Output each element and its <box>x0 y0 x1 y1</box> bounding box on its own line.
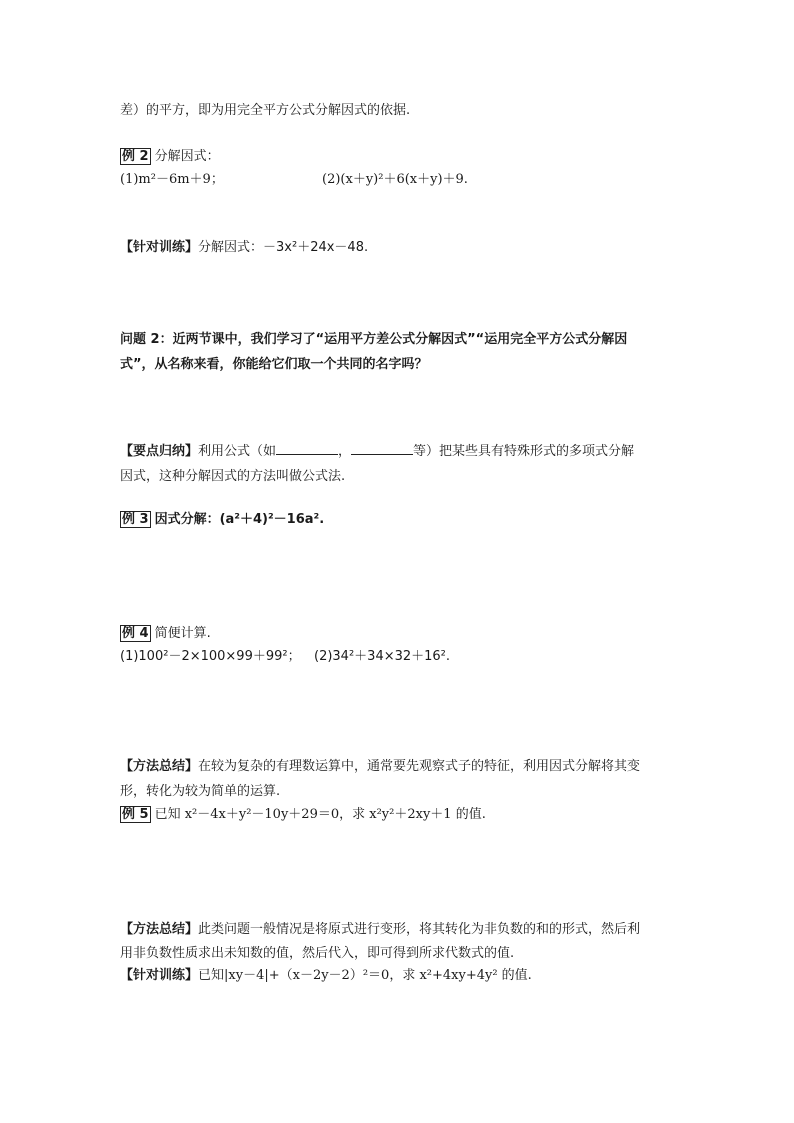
training-2 <box>120 964 532 983</box>
example-2-heading <box>120 145 220 164</box>
summary-1-pre: 利用公式（如 <box>198 444 277 459</box>
example-5-label: 例 5 <box>122 807 149 822</box>
training-1-text: 分解因式：－3x²＋24x－48. <box>198 240 369 255</box>
method-2-line-1 <box>120 918 640 937</box>
method-1-line-1-text: 在较为复杂的有理数运算中，通常要先观察式子的特征，利用因式分解将其变 <box>198 759 641 774</box>
example-4-item-1: (1)100²－2×100×99＋99²； <box>120 649 301 664</box>
question-2-line-2: 式”，从名称来看，你能给它们取一个共同的名字吗？ <box>120 357 428 372</box>
example-2-item-1: (1)m²－6m＋9； <box>120 172 224 187</box>
example-3-text: 因式分解：(a²＋4)²－16a². <box>154 512 325 527</box>
example-5-text: 已知 x²－4x＋y²－10y＋29＝0，求 x²y²＋2xy＋1 的值. <box>154 807 486 822</box>
training-2-tag: 【针对训练】 <box>120 968 199 983</box>
fill-in-blank-1[interactable] <box>276 442 338 455</box>
paragraph-continuation: 差）的平方，即为用完全平方公式分解因式的依据. <box>120 103 411 118</box>
method-1-tag: 【方法总结】 <box>120 759 199 774</box>
example-4-label: 例 4 <box>122 626 149 641</box>
example-3-label: 例 3 <box>122 512 149 527</box>
training-1 <box>120 236 368 255</box>
example-4-heading <box>120 622 211 641</box>
summary-1-tag: 【要点归纳】 <box>120 444 199 459</box>
method-1-line-1 <box>120 755 640 774</box>
method-2-line-2: 用非负数性质求出未知数的值，然后代入，即可得到所求代数式的值. <box>120 946 515 961</box>
example-3 <box>120 508 324 527</box>
summary-1-post: 等）把某些具有特殊形式的多项式分解 <box>413 444 635 459</box>
method-1-line-2: 形，转化为较为简单的运算. <box>120 784 281 799</box>
question-2-line-1: 问题 2：近两节课中，我们学习了“运用平方差公式分解因式”“运用完全平方公式分解因 <box>120 332 628 347</box>
example-2-text: 分解因式： <box>154 149 220 164</box>
training-1-tag: 【针对训练】 <box>120 240 199 255</box>
method-2-tag: 【方法总结】 <box>120 922 199 937</box>
summary-1-line-2: 因式，这种分解因式的方法叫做公式法. <box>120 469 346 484</box>
summary-1-line-1 <box>120 440 634 459</box>
example-4-text: 简便计算. <box>154 626 211 641</box>
summary-1-comma: ， <box>338 444 352 459</box>
example-2-item-2: (2)(x＋y)²＋6(x＋y)＋9. <box>322 172 468 187</box>
example-5 <box>120 803 486 822</box>
training-2-text: 已知|xy－4|+（x－2y－2）²＝0，求 x²+4xy+4y² 的值. <box>198 968 532 983</box>
fill-in-blank-2[interactable] <box>351 442 413 455</box>
example-2-label: 例 2 <box>122 149 149 164</box>
example-4-item-2: (2)34²＋34×32＋16². <box>314 649 451 664</box>
method-2-line-1-text: 此类问题一般情况是将原式进行变形，将其转化为非负数的和的形式，然后利 <box>198 922 641 937</box>
